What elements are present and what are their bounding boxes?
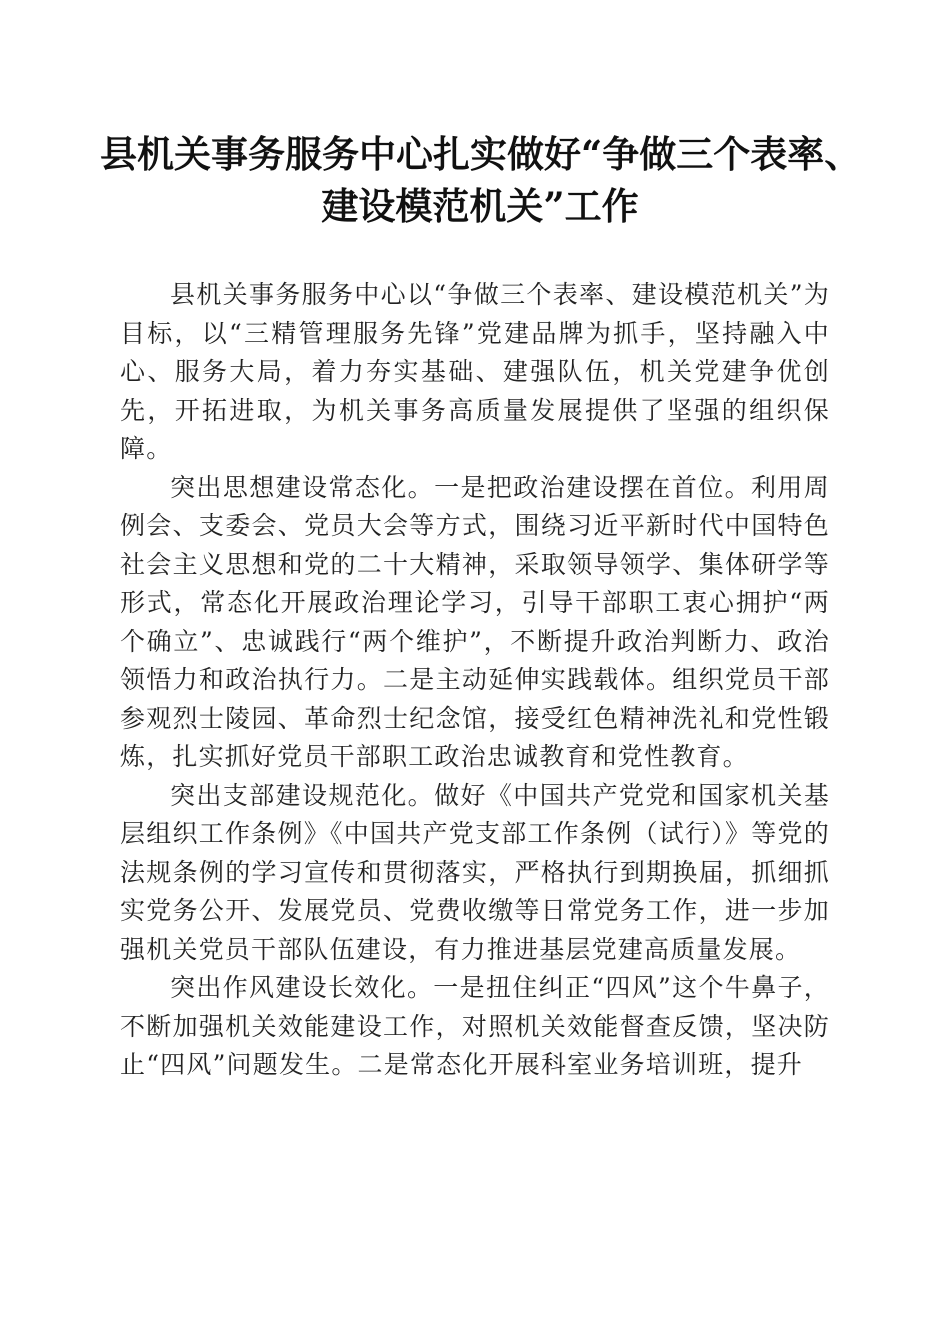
paragraph-ideological-building: 突出思想建设常态化。一是把政治建设摆在首位。利用周例会、支委会、党员大会等方式，围绕习近平新时代中国特色社会主义思想和党的二十大精神，采取领导领学、集体研学等形式，常态化开展政治理论学习，引导干部职工衷心拥护“两个确立”、忠诚践行“两个维护”，不断提升政治判断力、政治领悟力和政治执行力。二是主动延伸实践载体。组织党员干部参观烈士陵园、革命烈士纪念馆，接受红色精神洗礼和党性锻炼，扎实抓好党员干部职工政治忠诚教育和党性教育。 (120, 472, 830, 771)
paragraph-intro: 县机关事务服务中心以“争做三个表率、建设模范机关”为目标，以“三精管理服务先锋”党建品牌为抓手，坚持融入中心、服务大局，着力夯实基础、建强队伍，机关党建争优创先，开拓进取，为机关事务高质量发展提供了坚强的组织保障。 (120, 280, 830, 463)
title-line-2: 建设模范机关”工作 (321, 184, 639, 228)
document-title (100, 128, 860, 232)
title-line-1: 县机关事务服务中心扎实做好“争做三个表率、 (100, 132, 862, 176)
paragraph-branch-building: 突出支部建设规范化。做好《中国共产党党和国家机关基层组织工作条例》《中国共产党支部工作条例（试行）》等党的法规条例的学习宣传和贯彻落实，严格执行到期换届，抓细抓实党务公开、发展党员、党费收缴等日常党务工作，进一步加强机关党员干部队伍建设，有力推进基层党建高质量发展。 (120, 780, 830, 964)
document-body (120, 276, 830, 1085)
paragraph-work-style-building: 突出作风建设长效化。一是扭住纠正“四风”这个牛鼻子，不断加强机关效能建设工作，对照机关效能督查反馈，坚决防止“四风”问题发生。二是常态化开展科室业务培训班，提升 (120, 973, 830, 1079)
